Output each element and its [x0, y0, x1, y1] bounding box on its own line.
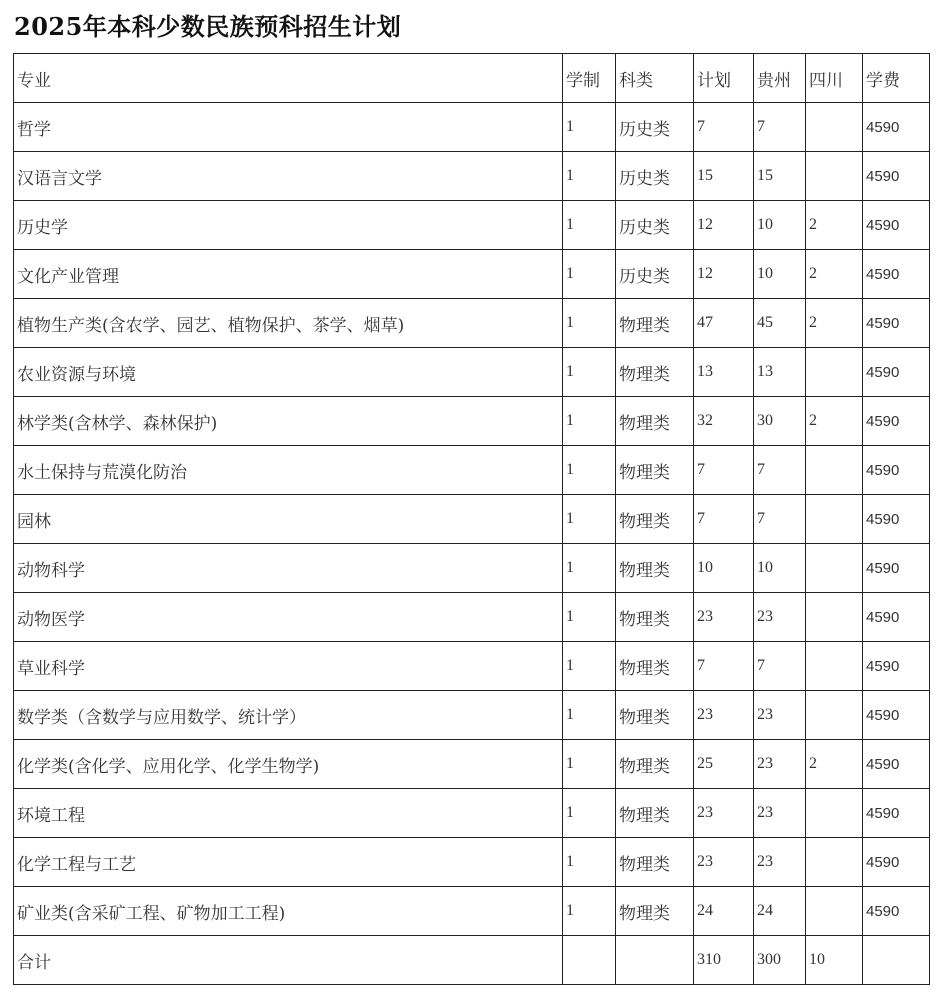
sichuan-cell — [806, 446, 863, 495]
table-row — [14, 397, 930, 446]
plan-cell: 25 — [694, 740, 754, 789]
fee-cell: 4590 — [863, 593, 930, 642]
major-cell: 动物科学 — [14, 544, 563, 593]
fee-cell: 4590 — [863, 152, 930, 201]
guizhou-cell: 10 — [754, 544, 806, 593]
category-cell: 物理类 — [616, 593, 694, 642]
table-row — [14, 642, 930, 691]
major-cell: 园林 — [14, 495, 563, 544]
sichuan-cell: 2 — [806, 740, 863, 789]
category-cell: 物理类 — [616, 495, 694, 544]
years-cell: 1 — [563, 740, 616, 789]
table-row — [14, 495, 930, 544]
sichuan-cell: 2 — [806, 250, 863, 299]
years-cell: 1 — [563, 495, 616, 544]
guizhou-cell: 23 — [754, 593, 806, 642]
column-header-sichuan: 四川 — [806, 54, 863, 103]
guizhou-cell: 23 — [754, 691, 806, 740]
category-cell: 物理类 — [616, 887, 694, 936]
sichuan-cell — [806, 789, 863, 838]
years-cell: 1 — [563, 593, 616, 642]
guizhou-cell: 13 — [754, 348, 806, 397]
major-cell: 数学类（含数学与应用数学、统计学） — [14, 691, 563, 740]
total-row — [14, 936, 930, 985]
fee-cell: 4590 — [863, 691, 930, 740]
table-row — [14, 691, 930, 740]
fee-cell: 4590 — [863, 250, 930, 299]
column-header-plan: 计划 — [694, 54, 754, 103]
category-cell: 历史类 — [616, 152, 694, 201]
fee-cell: 4590 — [863, 348, 930, 397]
guizhou-cell: 7 — [754, 642, 806, 691]
table-row — [14, 152, 930, 201]
guizhou-cell: 30 — [754, 397, 806, 446]
category-cell: 物理类 — [616, 348, 694, 397]
category-cell: 物理类 — [616, 789, 694, 838]
major-cell: 草业科学 — [14, 642, 563, 691]
guizhou-cell: 24 — [754, 887, 806, 936]
total-plan: 310 — [694, 936, 754, 985]
sichuan-cell: 2 — [806, 397, 863, 446]
years-cell: 1 — [563, 250, 616, 299]
plan-cell: 13 — [694, 348, 754, 397]
major-cell: 林学类(含林学、森林保护) — [14, 397, 563, 446]
years-cell: 1 — [563, 789, 616, 838]
major-cell: 动物医学 — [14, 593, 563, 642]
category-cell: 历史类 — [616, 103, 694, 152]
plan-cell: 23 — [694, 593, 754, 642]
sichuan-cell: 2 — [806, 299, 863, 348]
major-cell: 汉语言文学 — [14, 152, 563, 201]
page-title: 2025年本科少数民族预科招生计划 — [14, 12, 402, 41]
major-cell: 环境工程 — [14, 789, 563, 838]
sichuan-cell: 2 — [806, 201, 863, 250]
category-cell: 物理类 — [616, 691, 694, 740]
years-cell: 1 — [563, 397, 616, 446]
table-row — [14, 299, 930, 348]
table-row — [14, 789, 930, 838]
table-row — [14, 250, 930, 299]
major-cell: 化学类(含化学、应用化学、化学生物学) — [14, 740, 563, 789]
years-cell: 1 — [563, 642, 616, 691]
sichuan-cell — [806, 152, 863, 201]
sichuan-cell — [806, 691, 863, 740]
fee-cell: 4590 — [863, 103, 930, 152]
column-header-category: 科类 — [616, 54, 694, 103]
guizhou-cell: 7 — [754, 103, 806, 152]
fee-cell: 4590 — [863, 887, 930, 936]
fee-cell: 4590 — [863, 201, 930, 250]
table-row — [14, 740, 930, 789]
plan-cell: 7 — [694, 495, 754, 544]
fee-cell: 4590 — [863, 838, 930, 887]
plan-cell: 7 — [694, 446, 754, 495]
table-row — [14, 348, 930, 397]
table-row — [14, 201, 930, 250]
years-cell: 1 — [563, 838, 616, 887]
category-cell: 物理类 — [616, 544, 694, 593]
fee-cell: 4590 — [863, 397, 930, 446]
category-cell: 物理类 — [616, 446, 694, 495]
category-cell: 物理类 — [616, 740, 694, 789]
plan-cell: 15 — [694, 152, 754, 201]
years-cell: 1 — [563, 299, 616, 348]
years-cell: 1 — [563, 446, 616, 495]
guizhou-cell: 23 — [754, 838, 806, 887]
plan-cell: 23 — [694, 691, 754, 740]
guizhou-cell: 7 — [754, 495, 806, 544]
fee-cell: 4590 — [863, 789, 930, 838]
enrollment-plan-table — [13, 53, 930, 985]
major-cell: 文化产业管理 — [14, 250, 563, 299]
fee-cell: 4590 — [863, 446, 930, 495]
category-cell: 物理类 — [616, 299, 694, 348]
table-row — [14, 593, 930, 642]
plan-cell: 23 — [694, 838, 754, 887]
sichuan-cell — [806, 887, 863, 936]
plan-cell: 12 — [694, 250, 754, 299]
guizhou-cell: 45 — [754, 299, 806, 348]
plan-cell: 32 — [694, 397, 754, 446]
sichuan-cell — [806, 642, 863, 691]
total-years-cell — [563, 936, 616, 985]
plan-cell: 47 — [694, 299, 754, 348]
years-cell: 1 — [563, 691, 616, 740]
major-cell: 水土保持与荒漠化防治 — [14, 446, 563, 495]
column-header-major: 专业 — [14, 54, 563, 103]
guizhou-cell: 23 — [754, 740, 806, 789]
category-cell: 历史类 — [616, 201, 694, 250]
table-row — [14, 544, 930, 593]
total-guizhou: 300 — [754, 936, 806, 985]
major-cell: 农业资源与环境 — [14, 348, 563, 397]
plan-cell: 7 — [694, 642, 754, 691]
plan-cell: 7 — [694, 103, 754, 152]
guizhou-cell: 7 — [754, 446, 806, 495]
major-cell: 植物生产类(含农学、园艺、植物保护、茶学、烟草) — [14, 299, 563, 348]
fee-cell: 4590 — [863, 740, 930, 789]
column-header-guizhou: 贵州 — [754, 54, 806, 103]
total-fee-cell — [863, 936, 930, 985]
fee-cell: 4590 — [863, 299, 930, 348]
table-row — [14, 103, 930, 152]
plan-cell: 23 — [694, 789, 754, 838]
major-cell: 矿业类(含采矿工程、矿物加工工程) — [14, 887, 563, 936]
sichuan-cell — [806, 103, 863, 152]
major-cell: 历史学 — [14, 201, 563, 250]
guizhou-cell: 15 — [754, 152, 806, 201]
category-cell: 物理类 — [616, 397, 694, 446]
sichuan-cell — [806, 838, 863, 887]
years-cell: 1 — [563, 152, 616, 201]
category-cell: 物理类 — [616, 838, 694, 887]
guizhou-cell: 23 — [754, 789, 806, 838]
major-cell: 化学工程与工艺 — [14, 838, 563, 887]
fee-cell: 4590 — [863, 544, 930, 593]
total-sichuan: 10 — [806, 936, 863, 985]
column-header-years: 学制 — [563, 54, 616, 103]
column-header-fee: 学费 — [863, 54, 930, 103]
total-category-cell — [616, 936, 694, 985]
fee-cell: 4590 — [863, 495, 930, 544]
sichuan-cell — [806, 593, 863, 642]
guizhou-cell: 10 — [754, 250, 806, 299]
major-cell: 哲学 — [14, 103, 563, 152]
years-cell: 1 — [563, 201, 616, 250]
plan-cell: 10 — [694, 544, 754, 593]
sichuan-cell — [806, 544, 863, 593]
header-row — [14, 54, 930, 103]
plan-cell: 12 — [694, 201, 754, 250]
category-cell: 历史类 — [616, 250, 694, 299]
years-cell: 1 — [563, 887, 616, 936]
years-cell: 1 — [563, 544, 616, 593]
sichuan-cell — [806, 495, 863, 544]
table-row — [14, 446, 930, 495]
sichuan-cell — [806, 348, 863, 397]
table-row — [14, 838, 930, 887]
category-cell: 物理类 — [616, 642, 694, 691]
total-label: 合计 — [14, 936, 563, 985]
years-cell: 1 — [563, 348, 616, 397]
table-row — [14, 887, 930, 936]
fee-cell: 4590 — [863, 642, 930, 691]
years-cell: 1 — [563, 103, 616, 152]
plan-cell: 24 — [694, 887, 754, 936]
guizhou-cell: 10 — [754, 201, 806, 250]
